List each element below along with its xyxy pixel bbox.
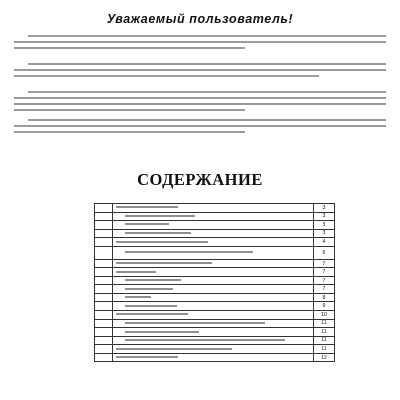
toc-entry-page: 4	[314, 238, 335, 247]
toc-entry-number	[95, 212, 113, 221]
toc-entry-title	[113, 246, 314, 259]
toc-entry-page: 11	[314, 345, 335, 354]
toc-entry-page: 3	[314, 204, 335, 213]
toc-entry-page: 7	[314, 285, 335, 294]
toc-entry	[95, 345, 335, 354]
toc-entry-page: 7	[314, 268, 335, 277]
toc-entry-number	[95, 345, 113, 354]
toc-entry-page: 7	[314, 259, 335, 268]
toc-entry-page: 3	[314, 212, 335, 221]
toc-entry	[95, 302, 335, 311]
toc-entry-number	[95, 276, 113, 285]
toc-entry-number	[95, 229, 113, 238]
contents-heading: СОДЕРЖАНИЕ	[137, 170, 263, 189]
toc-entry-title	[113, 276, 314, 285]
toc-entry	[95, 259, 335, 268]
toc-entry-number	[95, 221, 113, 230]
toc-entry-title	[113, 259, 314, 268]
toc-entry-page: 7	[314, 276, 335, 285]
toc-entry	[95, 268, 335, 277]
toc-entry-title	[113, 336, 314, 345]
toc-entry-number	[95, 268, 113, 277]
toc-entry	[95, 311, 335, 320]
toc-entry-title	[113, 293, 314, 302]
toc-entry-number	[95, 285, 113, 294]
intro-paragraph	[14, 35, 386, 59]
toc-entry-number	[95, 353, 113, 362]
toc-entry-page: 3	[314, 229, 335, 238]
toc-entry	[95, 204, 335, 213]
toc-entry-number	[95, 238, 113, 247]
toc-entry-title	[113, 238, 314, 247]
toc-entry-title	[113, 319, 314, 328]
toc-entry-number	[95, 259, 113, 268]
toc-entry-title	[113, 204, 314, 213]
toc-entry-number	[95, 311, 113, 320]
greeting-title: Уважаемый пользователь!	[106, 12, 294, 26]
toc-entry	[95, 212, 335, 221]
toc-entry-page: 9	[314, 302, 335, 311]
toc-entry	[95, 285, 335, 294]
toc-entry-title	[113, 302, 314, 311]
intro-paragraph	[14, 63, 386, 87]
toc-entry-page: 11	[314, 328, 335, 337]
toc-entry-title	[113, 311, 314, 320]
toc-entry-number	[95, 328, 113, 337]
toc-entry-page: 8	[314, 293, 335, 302]
toc-entry-page: 3	[314, 221, 335, 230]
toc-entry	[95, 293, 335, 302]
toc-entry-page: 11	[314, 336, 335, 345]
toc-entry	[95, 238, 335, 247]
toc-entry-page: 10	[314, 311, 335, 320]
toc-entry-title	[113, 285, 314, 294]
toc-entry-number	[95, 204, 113, 213]
intro-paragraph	[14, 119, 386, 143]
toc-entry	[95, 276, 335, 285]
toc-entry-number	[95, 302, 113, 311]
toc-entry	[95, 246, 335, 259]
toc-entry	[95, 328, 335, 337]
toc-entry-title	[113, 353, 314, 362]
toc-entry-title	[113, 268, 314, 277]
intro-paragraph	[14, 91, 386, 115]
toc-entry-title	[113, 229, 314, 238]
toc-entry-number	[95, 336, 113, 345]
toc-entry-title	[113, 221, 314, 230]
toc-entry	[95, 336, 335, 345]
toc-entry	[95, 353, 335, 362]
toc-entry	[95, 221, 335, 230]
toc-entry-page: 11	[314, 319, 335, 328]
toc-entry	[95, 319, 335, 328]
table-of-contents	[94, 203, 335, 362]
toc-entry-number	[95, 293, 113, 302]
toc-entry	[95, 229, 335, 238]
toc-entry-title	[113, 212, 314, 221]
toc-entry-page: 12	[314, 353, 335, 362]
toc-entry-number	[95, 319, 113, 328]
toc-entry-title	[113, 328, 314, 337]
toc-entry-page: 6	[314, 246, 335, 259]
toc-entry-title	[113, 345, 314, 354]
toc-entry-number	[95, 246, 113, 259]
